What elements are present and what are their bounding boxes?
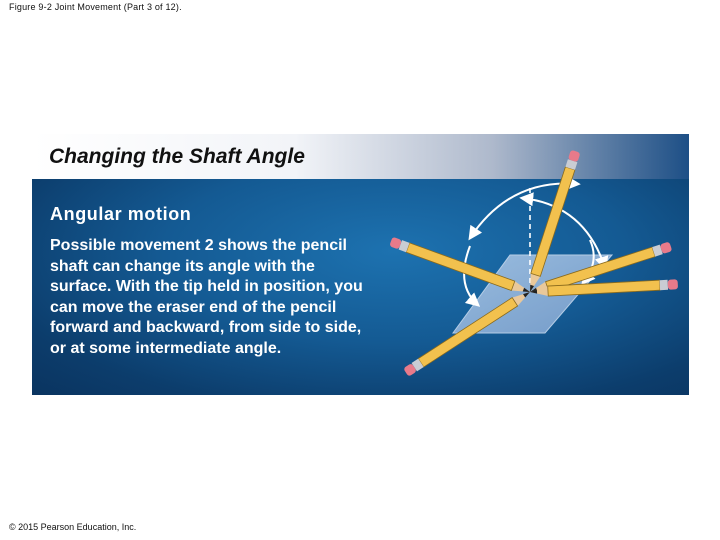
panel-title: Changing the Shaft Angle — [49, 145, 305, 168]
figure-caption: Figure 9-2 Joint Movement (Part 3 of 12). — [9, 2, 182, 12]
copyright-notice: © 2015 Pearson Education, Inc. — [9, 522, 137, 532]
description-text: Possible movement 2 shows the pencil shaft can change its angle with the surface. With the tip held in position, you can move the eraser end of the pencil forward and backward, from side to side, or at some intermediate angle. — [50, 237, 363, 357]
section-heading: Angular motion — [50, 204, 192, 224]
